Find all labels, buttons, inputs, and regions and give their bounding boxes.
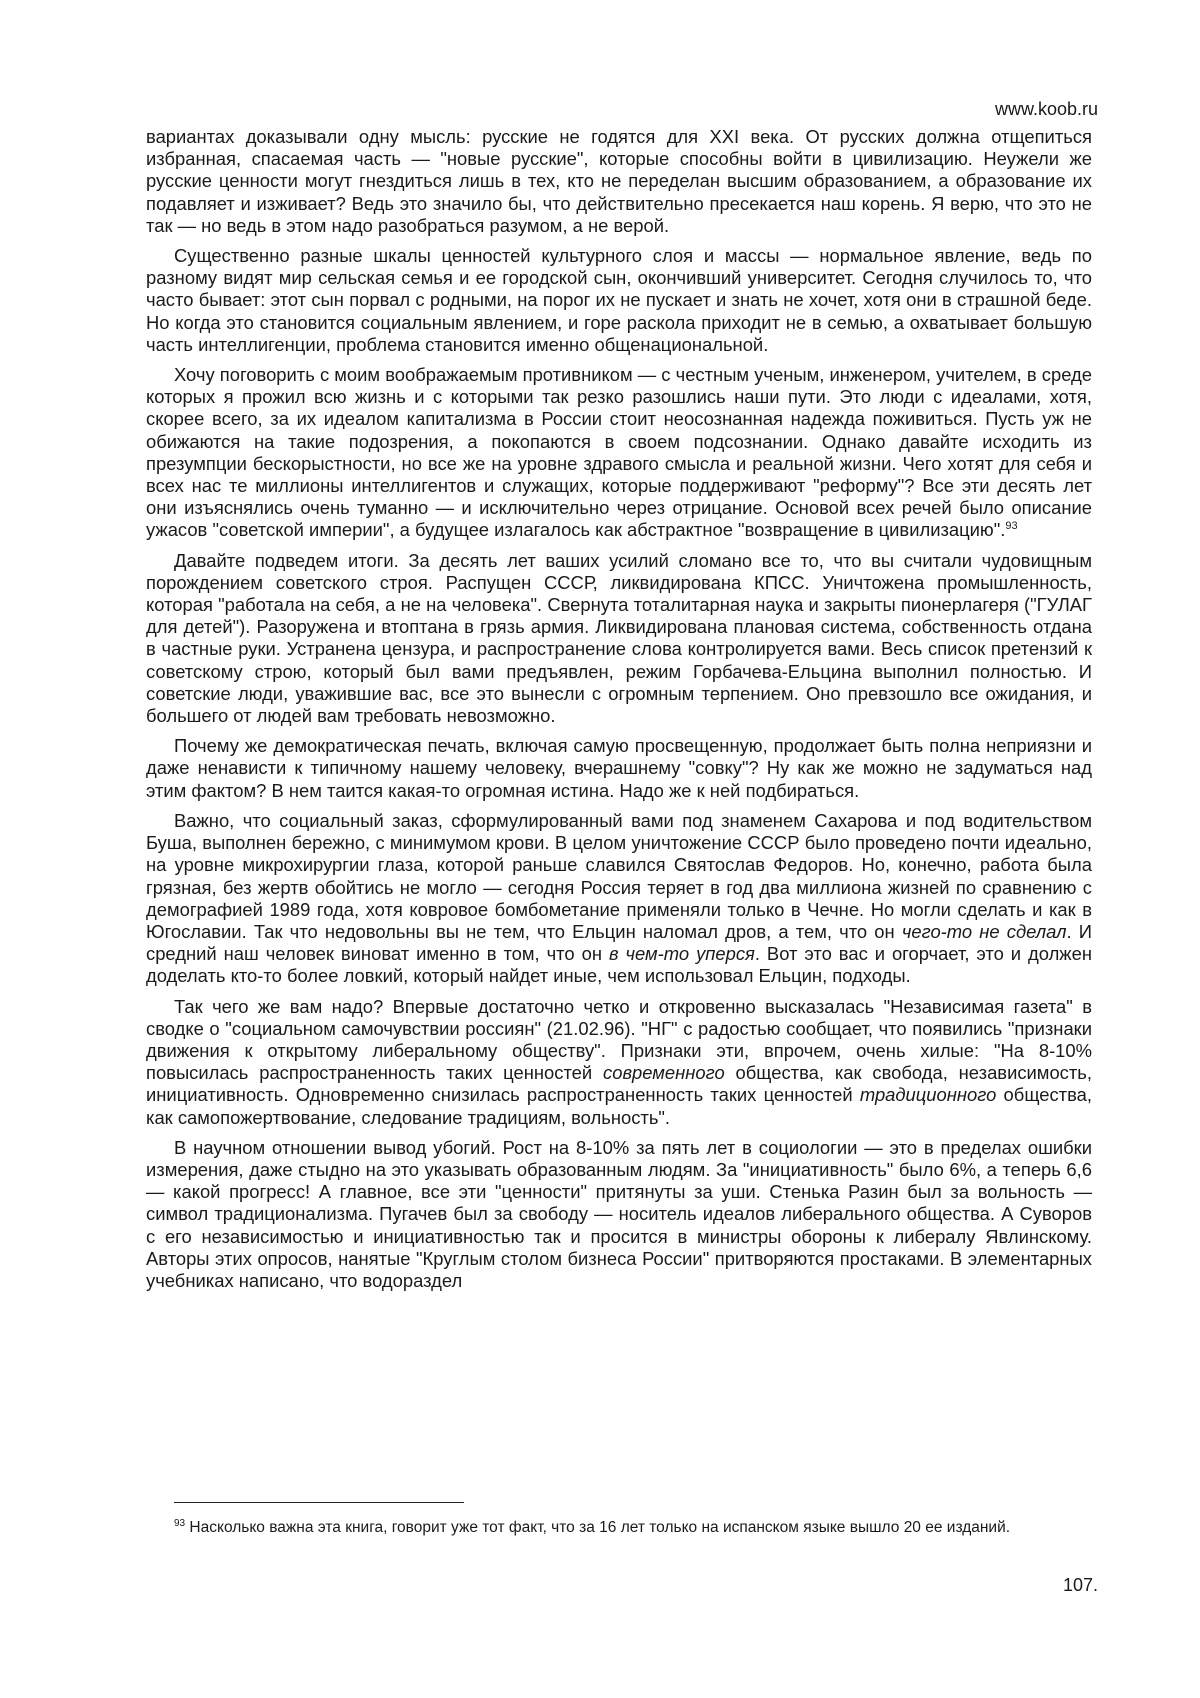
footnote-divider bbox=[174, 1502, 464, 1503]
paragraph-7 bbox=[146, 996, 1092, 1129]
paragraph-7-text-c: общества, как самопожертвование, следование традициям, вольность". bbox=[146, 1084, 1092, 1128]
main-text bbox=[146, 126, 1092, 1300]
footnote-reference: 93 bbox=[1005, 520, 1018, 533]
paragraph-3-text: Хочу поговорить с моим воображаемым противником — с честным ученым, инженером, учителем, в среде которых я прожил всю жизнь и с которыми так резко разошлись наши пути. Это люди с идеалами, хотя, скорее всего, за их идеалом капитализма в России стоит неосознанная надежда поживиться. Пусть уж не обижаются на такие подозрения, а покопаются в своем подсознании. Однако давайте исходить из презумпции бескорыстности, но все же на уровне здравого смысла и реальной жизни. Чего хотят для себя и всех нас те миллионы интеллигентов и служащих, которые поддерживают "реформу"? Все эти десять лет они изъяснялись очень туманно — и исключительно через отрицание. Основой всех речей было описание ужасов "советской империи", а будущее излагалось как абстрактное "возвращение в цивилизацию". bbox=[146, 364, 1092, 541]
paragraph-8: В научном отношении вывод убогий. Рост на 8-10% за пять лет в социологии — это в пределах ошибки измерения, даже стыдно на это указывать образованным людям. За "инициативность" было 6%, а теперь 6,6 — какой прогресс! А главное, все эти "ценности" притянуты за уши. Стенька Разин был за вольность — символ традиционализма. Пугачев был за свободу — носитель идеалов либерального общества. А Суворов с его независимостью и инициативностью так и просится в министры обороны к либералу Явлинскому. Авторы этих опросов, нанятые "Круглым столом бизнеса России" притворяются простаками. В элементарных учебниках написано, что водораздел bbox=[146, 1136, 1092, 1291]
footnote-text: Насколько важна эта книга, говорит уже тот факт, что за 16 лет только на испанском языке вышло 20 ее изданий. bbox=[185, 1519, 1011, 1536]
paragraph-4: Давайте подведем итоги. За десять лет ваших усилий сломано все то, что вы считали чудовищным порождением советского строя. Распущен СССР, ликвидирована КПСС. Уничтожена промышленность, которая "работала на себя, а не на человека". Свернута тоталитарная наука и закрыты пионерлагеря ("ГУЛАГ для детей"). Разоружена и втоптана в грязь армия. Ликвидирована плановая система, собственность отдана в частные руки. Устранена цензура, и распространение слова контролируется вами. Весь список претензий к советскому строю, который был вами предъявлен, режим Горбачева-Ельцина выполнил полностью. И советские люди, уважившие вас, все это вынесли с огромным терпением. Оно превзошло все ожидания, и большего от людей вам требовать невозможно. bbox=[146, 549, 1092, 727]
paragraph-6-text-b: . И средний наш человек виноват именно в том, что он bbox=[146, 920, 1093, 965]
footnote bbox=[146, 1518, 1092, 1538]
paragraph-6-text-c: . Вот это вас и огорчает, это и должен доделать кто-то более ловкий, который найдет иные, чем использовал Ельцин, подходы. bbox=[146, 943, 1092, 987]
paragraph-6 bbox=[146, 810, 1092, 988]
paragraph-5: Почему же демократическая печать, включая самую просвещенную, продолжает быть полна неприязни и даже ненависти к типичному нашему человеку, вчерашнему "совку"? Ну как же можно не задуматься над этим фактом? В нем таится какая-то огромная истина. Надо же к ней подбираться. bbox=[146, 735, 1092, 801]
paragraph-3 bbox=[146, 364, 1092, 542]
paragraph-7-text-a: Так чего же вам надо? Впервые достаточно четко и откровенно высказалась "Независимая газета" в сводке о "социальном самочувствии россиян" (21.02.96). "НГ" с радостью сообщает, что появились "признаки движения к открытому либеральному обществу". Признаки эти, впрочем, очень хилые: "На 8-10% повысилась распространенность таких ценностей bbox=[146, 995, 1092, 1084]
paragraph-2: Существенно разные шкалы ценностей культурного слоя и массы — нормальное явление, ведь по разному видят мир сельская семья и ее городской сын, окончивший университет. Сегодня случилось то, что часто бывает: этот сын порвал с родными, на порог их не пускает и знать не хочет, хотя они в страшной беде. Но когда это становится социальным явлением, и горе раскола приходит не в семью, а охватывает большую часть интеллигенции, проблема становится именно общенациональной. bbox=[146, 245, 1092, 355]
paragraph-6-text-a: Важно, что социальный заказ, сформулированный вами под знаменем Сахарова и под водительством Буша, выполнен бережно, с минимумом крови. В целом уничтожение СССР было проведено почти идеально, на уровне микрохирургии глаза, которой раньше славился Святослав Федоров. Но, конечно, работа была грязная, без жертв обойтись не могло — сегодня Россия теряет в год два миллиона жизней по сравнению с демографией 1989 года, хотя ковровое бомбометание применяли только в Чечне. Но могли сделать и как в Югославии. Так что недовольны вы не тем, что Ельцин наломал дров, а тем, что он bbox=[146, 809, 1092, 942]
paragraph-7-text-b: общества, как свобода, независимость, инициативность. Одновременно снизилась распространенность таких ценностей bbox=[146, 1062, 1092, 1106]
page-number: 107. bbox=[1062, 1575, 1098, 1595]
paragraph-1: вариантах доказывали одну мысль: русские не годятся для XXI века. От русских должна отщепиться избранная, спасаемая часть — "новые русские", которые способны войти в цивилизацию. Неужели же русские ценности могут гнездиться лишь в тех, кто не переделан высшим образованием, а образование их подавляет и изживает? Ведь это значило бы, что действительно пресекается наш корень. Я верю, что это не так — но ведь в этом надо разобраться разумом, а не верой. bbox=[146, 126, 1092, 236]
paragraph-6-emphasis-2: в чем-то уперся bbox=[608, 943, 755, 965]
site-url: www.koob.ru bbox=[994, 99, 1098, 119]
paragraph-7-emphasis-2: традиционного bbox=[859, 1084, 997, 1106]
paragraph-7-emphasis-1: современного bbox=[603, 1062, 725, 1084]
paragraph-6-emphasis-1: чего-то не сделал bbox=[901, 920, 1067, 942]
footnote-number: 93 bbox=[174, 1517, 186, 1529]
